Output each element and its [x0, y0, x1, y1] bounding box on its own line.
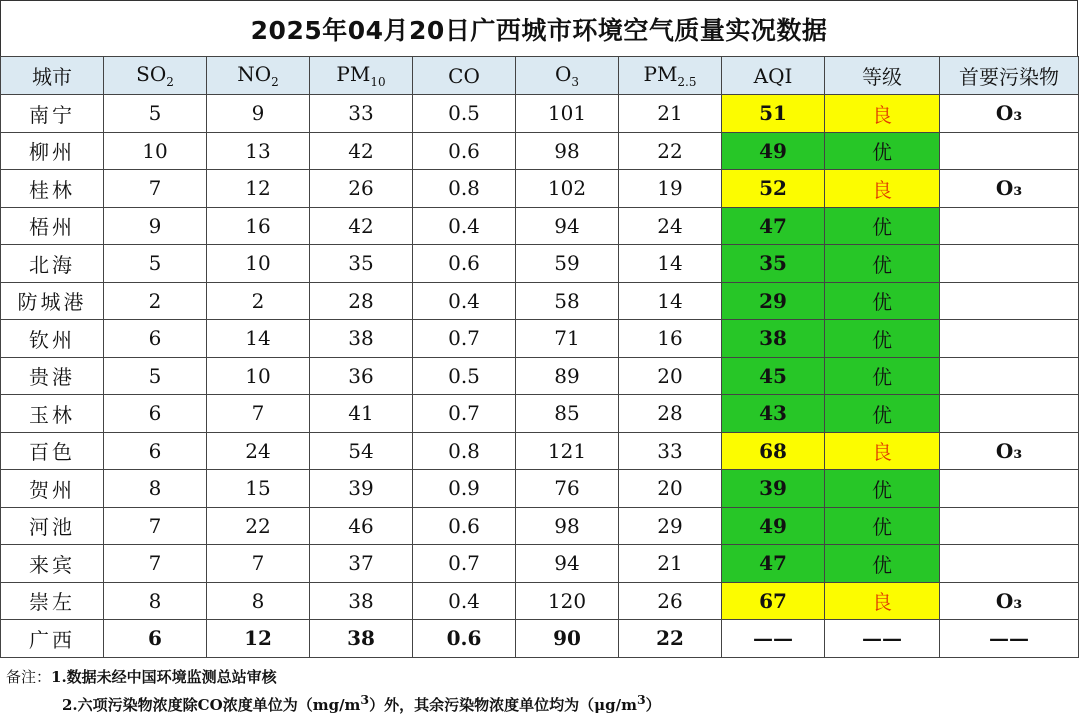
- cell-city: 南宁: [1, 95, 104, 133]
- header-city: 城市: [1, 57, 104, 95]
- cell-aqi: 47: [722, 545, 825, 583]
- cell-pm10: 39: [310, 470, 413, 508]
- cell-co: 0.5: [413, 357, 516, 395]
- cell-co: 0.7: [413, 320, 516, 358]
- page-title: 2025年04月20日广西城市环境空气质量实况数据: [0, 0, 1078, 56]
- cell-primary: O₃: [940, 432, 1079, 470]
- cell-primary: O₃: [940, 95, 1079, 133]
- cell-o3: 98: [516, 132, 619, 170]
- cell-aqi: 51: [722, 95, 825, 133]
- cell-aqi: 47: [722, 207, 825, 245]
- cell-level: 优: [825, 245, 940, 283]
- cell-co: 0.7: [413, 545, 516, 583]
- cell-o3: 102: [516, 170, 619, 208]
- cell-no2: 14: [207, 320, 310, 358]
- cell-level: 优: [825, 132, 940, 170]
- header-primary-pollutant: 首要污染物: [940, 57, 1079, 95]
- cell-pm10: 36: [310, 357, 413, 395]
- cell-no2: 16: [207, 207, 310, 245]
- header-no2: $NO_2$: [207, 57, 310, 95]
- cell-pm25: 24: [619, 207, 722, 245]
- cell-o3: 76: [516, 470, 619, 508]
- cell-no2: 8: [207, 582, 310, 620]
- header-pm25: $PM_{2.5}$: [619, 57, 722, 95]
- cell-primary: [940, 282, 1079, 320]
- cell-so2: 7: [104, 507, 207, 545]
- cell-so2: 6: [104, 620, 207, 658]
- cell-pm10: 54: [310, 432, 413, 470]
- cell-pm10: 38: [310, 620, 413, 658]
- table-row: [1, 95, 1079, 133]
- cell-aqi: 29: [722, 282, 825, 320]
- cell-primary: [940, 507, 1079, 545]
- table-row: [1, 395, 1079, 433]
- air-quality-table: [0, 56, 1079, 658]
- cell-so2: 5: [104, 357, 207, 395]
- cell-primary: [940, 132, 1079, 170]
- cell-co: 0.9: [413, 470, 516, 508]
- cell-aqi: 45: [722, 357, 825, 395]
- cell-pm10: 28: [310, 282, 413, 320]
- cell-co: 0.8: [413, 170, 516, 208]
- cell-level: 优: [825, 207, 940, 245]
- cell-primary: ——: [940, 620, 1079, 658]
- cell-level: 良: [825, 170, 940, 208]
- cell-pm25: 22: [619, 620, 722, 658]
- cell-primary: O₃: [940, 582, 1079, 620]
- cell-level: 优: [825, 395, 940, 433]
- cell-city: 钦州: [1, 320, 104, 358]
- cell-primary: O₃: [940, 170, 1079, 208]
- cell-no2: 12: [207, 620, 310, 658]
- cell-no2: 22: [207, 507, 310, 545]
- cell-city: 柳州: [1, 132, 104, 170]
- table-row: [1, 545, 1079, 583]
- table-row: [1, 470, 1079, 508]
- cell-aqi: ——: [722, 620, 825, 658]
- cell-pm25: 33: [619, 432, 722, 470]
- cell-no2: 24: [207, 432, 310, 470]
- cell-so2: 5: [104, 245, 207, 283]
- cell-aqi: 68: [722, 432, 825, 470]
- cell-level: 良: [825, 432, 940, 470]
- cell-pm25: 26: [619, 582, 722, 620]
- cell-aqi: 52: [722, 170, 825, 208]
- cell-o3: 101: [516, 95, 619, 133]
- cell-co: 0.4: [413, 207, 516, 245]
- table-row: [1, 320, 1079, 358]
- cell-pm25: 14: [619, 282, 722, 320]
- cell-aqi: 35: [722, 245, 825, 283]
- table-row: [1, 170, 1079, 208]
- cell-pm10: 37: [310, 545, 413, 583]
- table-row: [1, 432, 1079, 470]
- cell-no2: 2: [207, 282, 310, 320]
- cell-aqi: 43: [722, 395, 825, 433]
- cell-o3: 94: [516, 545, 619, 583]
- cell-primary: [940, 470, 1079, 508]
- header-so2: $SO_2$: [104, 57, 207, 95]
- cell-level: 优: [825, 282, 940, 320]
- cell-pm10: 35: [310, 245, 413, 283]
- cell-city: 广西: [1, 620, 104, 658]
- cell-aqi: 67: [722, 582, 825, 620]
- cell-city: 贵港: [1, 357, 104, 395]
- cell-aqi: 49: [722, 132, 825, 170]
- cell-so2: 10: [104, 132, 207, 170]
- cell-so2: 6: [104, 320, 207, 358]
- cell-o3: 89: [516, 357, 619, 395]
- cell-o3: 120: [516, 582, 619, 620]
- cell-pm25: 28: [619, 395, 722, 433]
- header-aqi: AQI: [722, 57, 825, 95]
- note-2: 2.六项污染物浓度除CO浓度单位为$(mg/m^3)$外，其余污染物浓度单位均为$(\mu g/m^3)$: [62, 692, 661, 714]
- cell-co: 0.6: [413, 132, 516, 170]
- cell-level: 优: [825, 357, 940, 395]
- cell-no2: 7: [207, 395, 310, 433]
- cell-pm10: 46: [310, 507, 413, 545]
- footnotes: [0, 658, 1078, 721]
- cell-primary: [940, 395, 1079, 433]
- cell-no2: 10: [207, 245, 310, 283]
- cell-o3: 121: [516, 432, 619, 470]
- table-row: [1, 507, 1079, 545]
- cell-primary: [940, 357, 1079, 395]
- cell-co: 0.4: [413, 582, 516, 620]
- cell-level: ——: [825, 620, 940, 658]
- cell-so2: 5: [104, 95, 207, 133]
- cell-pm10: 38: [310, 582, 413, 620]
- cell-o3: 90: [516, 620, 619, 658]
- cell-level: 优: [825, 545, 940, 583]
- cell-pm25: 20: [619, 357, 722, 395]
- cell-pm25: 21: [619, 95, 722, 133]
- header-row: [1, 57, 1079, 95]
- cell-city: 百色: [1, 432, 104, 470]
- cell-city: 桂林: [1, 170, 104, 208]
- cell-pm10: 42: [310, 132, 413, 170]
- cell-co: 0.7: [413, 395, 516, 433]
- cell-pm25: 29: [619, 507, 722, 545]
- note-1: 备注：1.数据未经中国环境监测总站审核: [6, 668, 277, 686]
- cell-so2: 9: [104, 207, 207, 245]
- cell-so2: 6: [104, 395, 207, 433]
- cell-primary: [940, 245, 1079, 283]
- cell-no2: 9: [207, 95, 310, 133]
- cell-level: 良: [825, 95, 940, 133]
- cell-level: 优: [825, 470, 940, 508]
- table-row: [1, 245, 1079, 283]
- cell-so2: 8: [104, 582, 207, 620]
- cell-pm10: 33: [310, 95, 413, 133]
- cell-co: 0.6: [413, 245, 516, 283]
- cell-pm10: 41: [310, 395, 413, 433]
- cell-co: 0.8: [413, 432, 516, 470]
- cell-city: 防城港: [1, 282, 104, 320]
- cell-aqi: 39: [722, 470, 825, 508]
- total-row: [1, 620, 1079, 658]
- cell-pm25: 20: [619, 470, 722, 508]
- cell-city: 来宾: [1, 545, 104, 583]
- cell-pm10: 42: [310, 207, 413, 245]
- cell-no2: 15: [207, 470, 310, 508]
- cell-pm10: 26: [310, 170, 413, 208]
- cell-primary: [940, 545, 1079, 583]
- cell-o3: 71: [516, 320, 619, 358]
- cell-co: 0.5: [413, 95, 516, 133]
- cell-pm25: 16: [619, 320, 722, 358]
- cell-o3: 58: [516, 282, 619, 320]
- cell-aqi: 38: [722, 320, 825, 358]
- header-pm10: $PM_{10}$: [310, 57, 413, 95]
- cell-so2: 6: [104, 432, 207, 470]
- cell-o3: 59: [516, 245, 619, 283]
- cell-no2: 12: [207, 170, 310, 208]
- cell-primary: [940, 207, 1079, 245]
- cell-pm25: 14: [619, 245, 722, 283]
- cell-pm25: 21: [619, 545, 722, 583]
- cell-so2: 7: [104, 545, 207, 583]
- cell-pm10: 38: [310, 320, 413, 358]
- cell-city: 玉林: [1, 395, 104, 433]
- cell-level: 优: [825, 320, 940, 358]
- cell-so2: 2: [104, 282, 207, 320]
- cell-city: 崇左: [1, 582, 104, 620]
- cell-aqi: 49: [722, 507, 825, 545]
- header-level: 等级: [825, 57, 940, 95]
- table-row: [1, 207, 1079, 245]
- cell-o3: 94: [516, 207, 619, 245]
- cell-level: 优: [825, 507, 940, 545]
- header-co: CO: [413, 57, 516, 95]
- cell-no2: 10: [207, 357, 310, 395]
- cell-level: 良: [825, 582, 940, 620]
- cell-city: 北海: [1, 245, 104, 283]
- table-row: [1, 282, 1079, 320]
- cell-o3: 85: [516, 395, 619, 433]
- cell-no2: 13: [207, 132, 310, 170]
- cell-co: 0.6: [413, 620, 516, 658]
- cell-co: 0.4: [413, 282, 516, 320]
- cell-pm25: 22: [619, 132, 722, 170]
- table-row: [1, 582, 1079, 620]
- cell-so2: 8: [104, 470, 207, 508]
- cell-co: 0.6: [413, 507, 516, 545]
- table-row: [1, 132, 1079, 170]
- cell-city: 梧州: [1, 207, 104, 245]
- cell-city: 贺州: [1, 470, 104, 508]
- cell-pm25: 19: [619, 170, 722, 208]
- cell-primary: [940, 320, 1079, 358]
- header-o3: $O_3$: [516, 57, 619, 95]
- table-row: [1, 357, 1079, 395]
- cell-o3: 98: [516, 507, 619, 545]
- cell-so2: 7: [104, 170, 207, 208]
- cell-city: 河池: [1, 507, 104, 545]
- cell-no2: 7: [207, 545, 310, 583]
